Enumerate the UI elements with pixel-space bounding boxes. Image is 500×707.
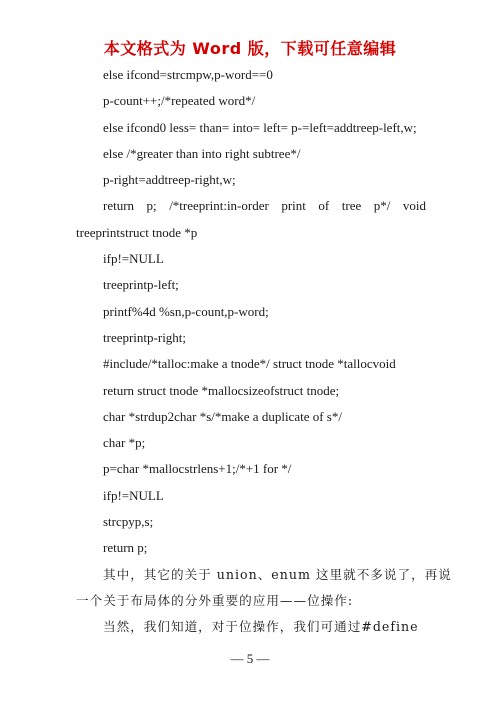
code-line: treeprintp-left;	[103, 277, 179, 293]
code-line: else ifcond0 less= than= into= left= p-=left=addtreep-left,w;	[103, 119, 417, 135]
code-line: return p;	[103, 540, 148, 556]
code-line: p-count++;/*repeated word*/	[103, 93, 256, 109]
code-line: ifp!=NULL	[103, 487, 164, 503]
code-line: char *strdup2char *s/*make a duplicate of s*/	[103, 408, 342, 424]
paragraph-line: 当然，我们知道，对于位操作，我们可通过#define	[103, 619, 419, 635]
code-line: else /*greater than into right subtree*/	[103, 145, 301, 161]
paragraph-line: 其中，其它的关于 union、enum 这里就不多说了，再说	[103, 566, 452, 582]
code-line: return p; /*treeprint:in-order print of tree p*/ void	[103, 198, 426, 214]
code-line: #include/*talloc:make a tnode*/ struct tnode *tallocvoid	[103, 356, 396, 372]
code-line: treeprintp-right;	[103, 329, 187, 345]
paragraph-line: 一个关于布局体的分外重要的应用——位操作:	[76, 592, 354, 608]
document-header-title: 本文格式为 Word 版，下载可任意编辑	[103, 39, 397, 58]
code-line: p=char *mallocstrlens+1;/*+1 for */	[103, 461, 292, 477]
code-line: return struct tnode *mallocsizeofstruct tnode;	[103, 382, 340, 398]
code-line: ifp!=NULL	[103, 251, 164, 267]
code-line: strcpyp,s;	[103, 514, 154, 530]
code-line: else ifcond=strcmpw,p-word==0	[103, 67, 273, 82]
code-line: printf%4d %sn,p-count,p-word;	[103, 303, 269, 319]
document-body	[76, 66, 452, 645]
code-line: treeprintstruct tnode *p	[76, 224, 198, 240]
code-line: char *p;	[103, 435, 146, 451]
page-number: — 5 —	[230, 651, 270, 666]
code-line: p-right=addtreep-right,w;	[103, 172, 236, 188]
